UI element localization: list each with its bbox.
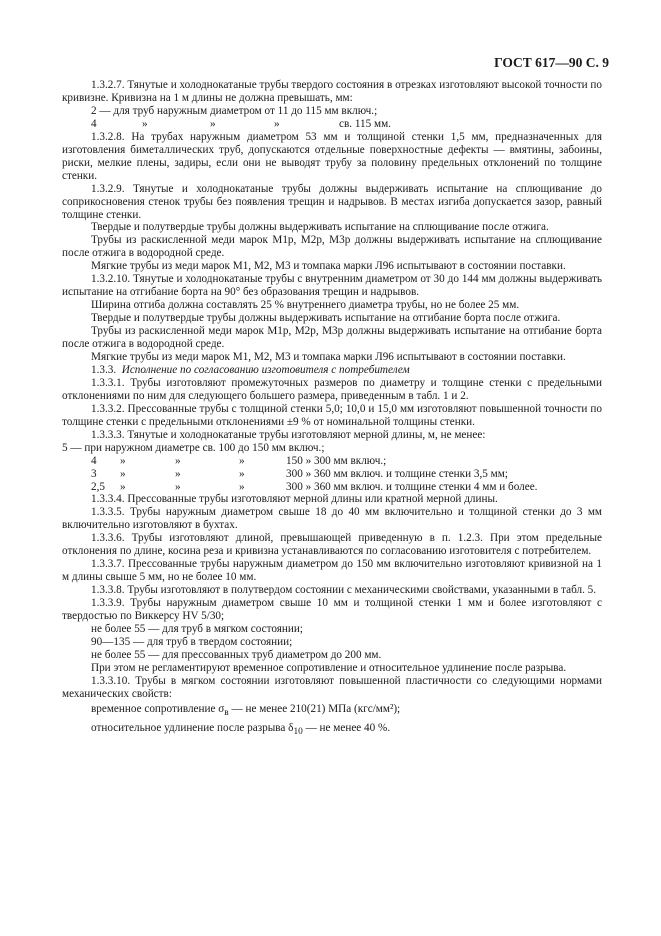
mech-property-strength (62, 703, 602, 720)
clause-1-3-2-10-d: Трубы из раскисленной меди марок М1р, М2р, М3р должны выдерживать испытание на отгибание борта после отжига в водородной среде. (62, 325, 602, 351)
section-number: 1.3.3. (91, 363, 117, 376)
ditto-mark: » (175, 467, 181, 480)
clause-1-3-2-10: 1.3.2.10. Тянутые и холоднокатаные трубы с внутренним диаметром от 30 до 144 мм должны выдерживать испытание на отгибание борта на 90° без образования трещин и надрывов. (62, 273, 602, 299)
hardness-item: не более 55 — для прессованных труб диаметром до 200 мм. (91, 648, 382, 661)
clause-1-3-3-9: 1.3.3.9. Трубы наружным диаметром свыше 10 мм и толщиной стенки 1 мм и более изготовляют с твердостью по Виккерсу HV 5/30; (62, 597, 602, 623)
clause-1-3-3-2: 1.3.3.2. Прессованные трубы с толщиной стенки 5,0; 10,0 и 15,0 мм изготовляют повышенной точности по толщине стенки с предельными отклонениями ±9 % от номинальной толщины стенки. (62, 402, 602, 428)
clause-1-3-3-10: 1.3.3.10. Трубы в мягком состоянии изготовляют повышенной пластичности со следующими нормами механических свойств: (62, 674, 602, 700)
document-body (62, 79, 602, 739)
clause-1-3-3-8: 1.3.3.8. Трубы изготовляют в полутвердом состоянии с механическими свойствами, указанными в табл. 5. (91, 584, 597, 597)
clause-1-3-2-8: 1.3.2.8. На трубах наружным диаметром 53 мм и толщиной стенки 1,5 мм, предназначенных для изготовления биметаллических труб, допускаются отдельные поверхностные дефекты — вмятины, забоины, риски, мелкие плены, задиры, если они не выводят трубу за половину предельных отклонений по толщине стенки. (62, 130, 602, 182)
clause-1-3-3-3: 1.3.3.3. Тянутые и холоднокатаные трубы изготовляют мерной длины, м, не менее: (91, 428, 486, 441)
page-header: ГОСТ 617—90 С. 9 (494, 55, 609, 70)
clause-1-3-2-7: 1.3.2.7. Тянутые и холоднокатаные трубы твердого состояния в отрезках изготовляют высокой точности по кривизне. Кривизна на 1 м длины не должна превышать, мм: (62, 79, 602, 104)
clause-1-3-3-6: 1.3.3.6. Трубы изготовляют длиной, превышающей приведенную в п. 1.2.3. При этом предельные отклонения по длине, косина реза и кривизна устанавливаются по согласованию изготовителя с потребителем. (62, 532, 602, 558)
section-title: Исполнение по согласованию изготовителя с потребителем (121, 363, 410, 376)
section-1-3-3-heading (62, 364, 602, 377)
ditto-mark: » (142, 117, 148, 130)
length-row-3 (62, 468, 602, 481)
curvature-row-2 (62, 118, 602, 131)
ditto-mark: » (120, 480, 126, 493)
ditto-mark: » (175, 480, 181, 493)
length-row-1: 5 — при наружном диаметре св. 100 до 150 мм включ.; (62, 441, 325, 454)
clause-1-3-3-5: 1.3.3.5. Трубы наружным диаметром свыше 18 до 40 мм включительно и толщиной стенки до 3 мм включительно изготовляют в бухтах. (62, 506, 602, 532)
curvature-value: 4 (91, 117, 97, 130)
curvature-range: св. 115 мм. (339, 117, 391, 130)
hardness-item: 90—135 — для труб в твердом состоянии; (91, 635, 293, 648)
clause-1-3-3-1: 1.3.3.1. Трубы изготовляют промежуточных размеров по диаметру и толщине стенки с предельными отклонениями по ним для следующего большего размера, приведенным в табл. 1 и 2. (62, 376, 602, 402)
length-value: 4 (91, 454, 97, 467)
length-value: 3 (91, 467, 97, 480)
mech-subscript: в (224, 707, 229, 718)
length-value: 2,5 (91, 480, 105, 493)
ditto-mark: » (239, 480, 245, 493)
clause-1-3-2-9-b: Твердые и полутвердые трубы должны выдерживать испытание на сплющивание после отжига. (91, 221, 549, 234)
ditto-mark: » (274, 117, 280, 130)
curvature-row-1: 2 — для труб наружным диаметром от 11 до 115 мм включ.; (91, 104, 378, 117)
ditto-mark: » (120, 454, 126, 467)
clause-1-3-3-9-b: При этом не регламентируют временное сопротивление и относительное удлинение после разрыва. (91, 661, 567, 674)
ditto-mark: » (210, 117, 216, 130)
mech-property-elongation (62, 722, 602, 739)
ditto-mark: » (239, 467, 245, 480)
length-row-4 (62, 481, 602, 494)
clause-1-3-2-10-c: Твердые и полутвердые трубы должны выдерживать испытание на отгибание борта после отжига. (91, 312, 561, 325)
clause-1-3-3-7: 1.3.3.7. Прессованные трубы наружным диаметром до 150 мм включительно изготовляют кривизной на 1 м длины свыше 5 мм, но не более 10 мм. (62, 558, 602, 584)
clause-1-3-2-10-e: Мягкие трубы из меди марок М1, М2, М3 и томпака марки Л96 испытывают в состоянии поставки. (91, 351, 566, 363)
length-range: 300 » 360 мм включ. и толщине стенки 3,5 мм; (286, 467, 508, 480)
ditto-mark: » (120, 467, 126, 480)
mech-label: относительное удлинение после разрыва δ (91, 721, 294, 734)
clause-1-3-3-4: 1.3.3.4. Прессованные трубы изготовляют мерной длины или кратной мерной длины. (91, 493, 498, 506)
hardness-item: не более 55 — для труб в мягком состоянии; (91, 622, 303, 635)
length-row-2 (62, 455, 602, 468)
mech-label: временное сопротивление σ (91, 702, 225, 715)
mech-value: — не менее 40 %. (302, 721, 391, 734)
clause-1-3-2-10-b: Ширина отгиба должна составлять 25 % внутреннего диаметра трубы, но не более 25 мм. (91, 299, 520, 312)
ditto-mark: » (175, 454, 181, 467)
ditto-mark: » (239, 454, 245, 467)
clause-1-3-2-9: 1.3.2.9. Тянутые и холоднокатаные трубы должны выдерживать испытание на сплющивание до соприкосновения стенок трубы без появления трещин и надрывов. В местах изгиба допускается зазор, равный толщине стенки. (62, 182, 602, 221)
length-range: 150 » 300 мм включ.; (286, 454, 387, 467)
length-range: 300 » 360 мм включ. и толщине стенки 4 мм и более. (286, 480, 538, 493)
clause-1-3-2-9-d: Мягкие трубы из меди марок М1, М2, М3 и томпака марки Л96 испытывают в состоянии поставки. (91, 260, 566, 273)
mech-subscript: 10 (293, 727, 303, 738)
clause-1-3-2-9-c: Трубы из раскисленной меди марок М1р, М2р, М3р должны выдерживать испытание на сплющивание после отжига в водородной среде. (62, 234, 602, 260)
mech-value: — не менее 210(21) МПа (кгс/мм²); (228, 702, 401, 715)
